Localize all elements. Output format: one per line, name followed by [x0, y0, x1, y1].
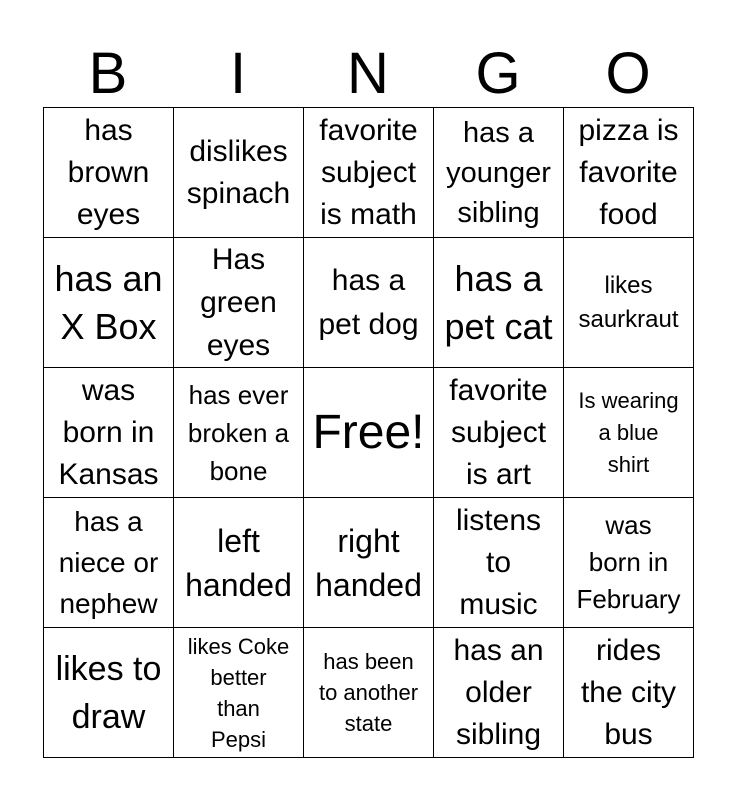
bingo-square-o4[interactable] — [564, 498, 694, 628]
square-label: has a younger sibling — [446, 116, 551, 229]
square-label: has a niece or nephew — [58, 506, 159, 619]
board-row — [44, 628, 694, 758]
square-label: Free! — [312, 405, 425, 459]
square-label: favorite subject is math — [319, 113, 418, 231]
board-row — [44, 498, 694, 628]
square-label: right handed — [315, 522, 422, 603]
square-label: was born in Kansas — [58, 373, 159, 491]
bingo-square-b5[interactable] — [44, 628, 174, 758]
bingo-square-o5[interactable] — [564, 628, 694, 758]
square-label: dislikes spinach — [186, 134, 291, 210]
header-letter-n: N — [347, 41, 389, 106]
board-row — [44, 238, 694, 368]
bingo-square-g4[interactable] — [434, 498, 564, 628]
bingo-square-b1[interactable] — [44, 108, 174, 238]
square-label: likes saurkraut — [578, 271, 679, 333]
square-label: has an older sibling — [453, 633, 544, 751]
header-letter-g: G — [475, 41, 521, 106]
bingo-square-o1[interactable] — [564, 108, 694, 238]
square-label: has a pet dog — [318, 263, 419, 341]
board-row — [44, 108, 694, 238]
bingo-square-i2[interactable] — [174, 238, 304, 368]
square-label: was born in February — [576, 510, 681, 614]
square-label: favorite subject is art — [449, 373, 548, 491]
square-label: likes to draw — [55, 649, 162, 736]
bingo-square-n5[interactable] — [304, 628, 434, 758]
header-letter-i: I — [229, 41, 247, 106]
square-label: likes Coke better than Pepsi — [187, 633, 290, 752]
bingo-square-i5[interactable] — [174, 628, 304, 758]
bingo-square-i1[interactable] — [174, 108, 304, 238]
square-label: listens to music — [455, 503, 542, 621]
bingo-square-b2[interactable] — [44, 238, 174, 368]
square-label: has ever broken a bone — [187, 379, 290, 486]
bingo-square-g2[interactable] — [434, 238, 564, 368]
bingo-square-n4[interactable] — [304, 498, 434, 628]
square-label: Is wearing a blue shirt — [578, 387, 679, 477]
bingo-square-b3[interactable] — [44, 368, 174, 498]
square-label: has brown eyes — [67, 113, 150, 231]
header-letter-o: O — [605, 41, 651, 106]
bingo-square-o3[interactable] — [564, 368, 694, 498]
bingo-square-g5[interactable] — [434, 628, 564, 758]
header-letter-b: B — [88, 41, 128, 106]
bingo-square-b4[interactable] — [44, 498, 174, 628]
bingo-square-o2[interactable] — [564, 238, 694, 368]
bingo-square-n3[interactable] — [304, 368, 434, 498]
square-label: pizza is favorite food — [578, 113, 679, 231]
bingo-square-g3[interactable] — [434, 368, 564, 498]
board-row — [44, 368, 694, 498]
bingo-square-n1[interactable] — [304, 108, 434, 238]
square-label: left handed — [185, 522, 292, 603]
bingo-header — [43, 40, 693, 108]
square-label: rides the city bus — [580, 633, 677, 751]
bingo-square-g1[interactable] — [434, 108, 564, 238]
bingo-square-n2[interactable] — [304, 238, 434, 368]
square-label: has a pet cat — [444, 257, 553, 347]
bingo-square-i3[interactable] — [174, 368, 304, 498]
bingo-square-i4[interactable] — [174, 498, 304, 628]
square-label: has an X Box — [54, 257, 163, 347]
bingo-board — [43, 107, 694, 758]
square-label: has been to another state — [318, 649, 419, 736]
square-label: Has green eyes — [200, 243, 277, 362]
